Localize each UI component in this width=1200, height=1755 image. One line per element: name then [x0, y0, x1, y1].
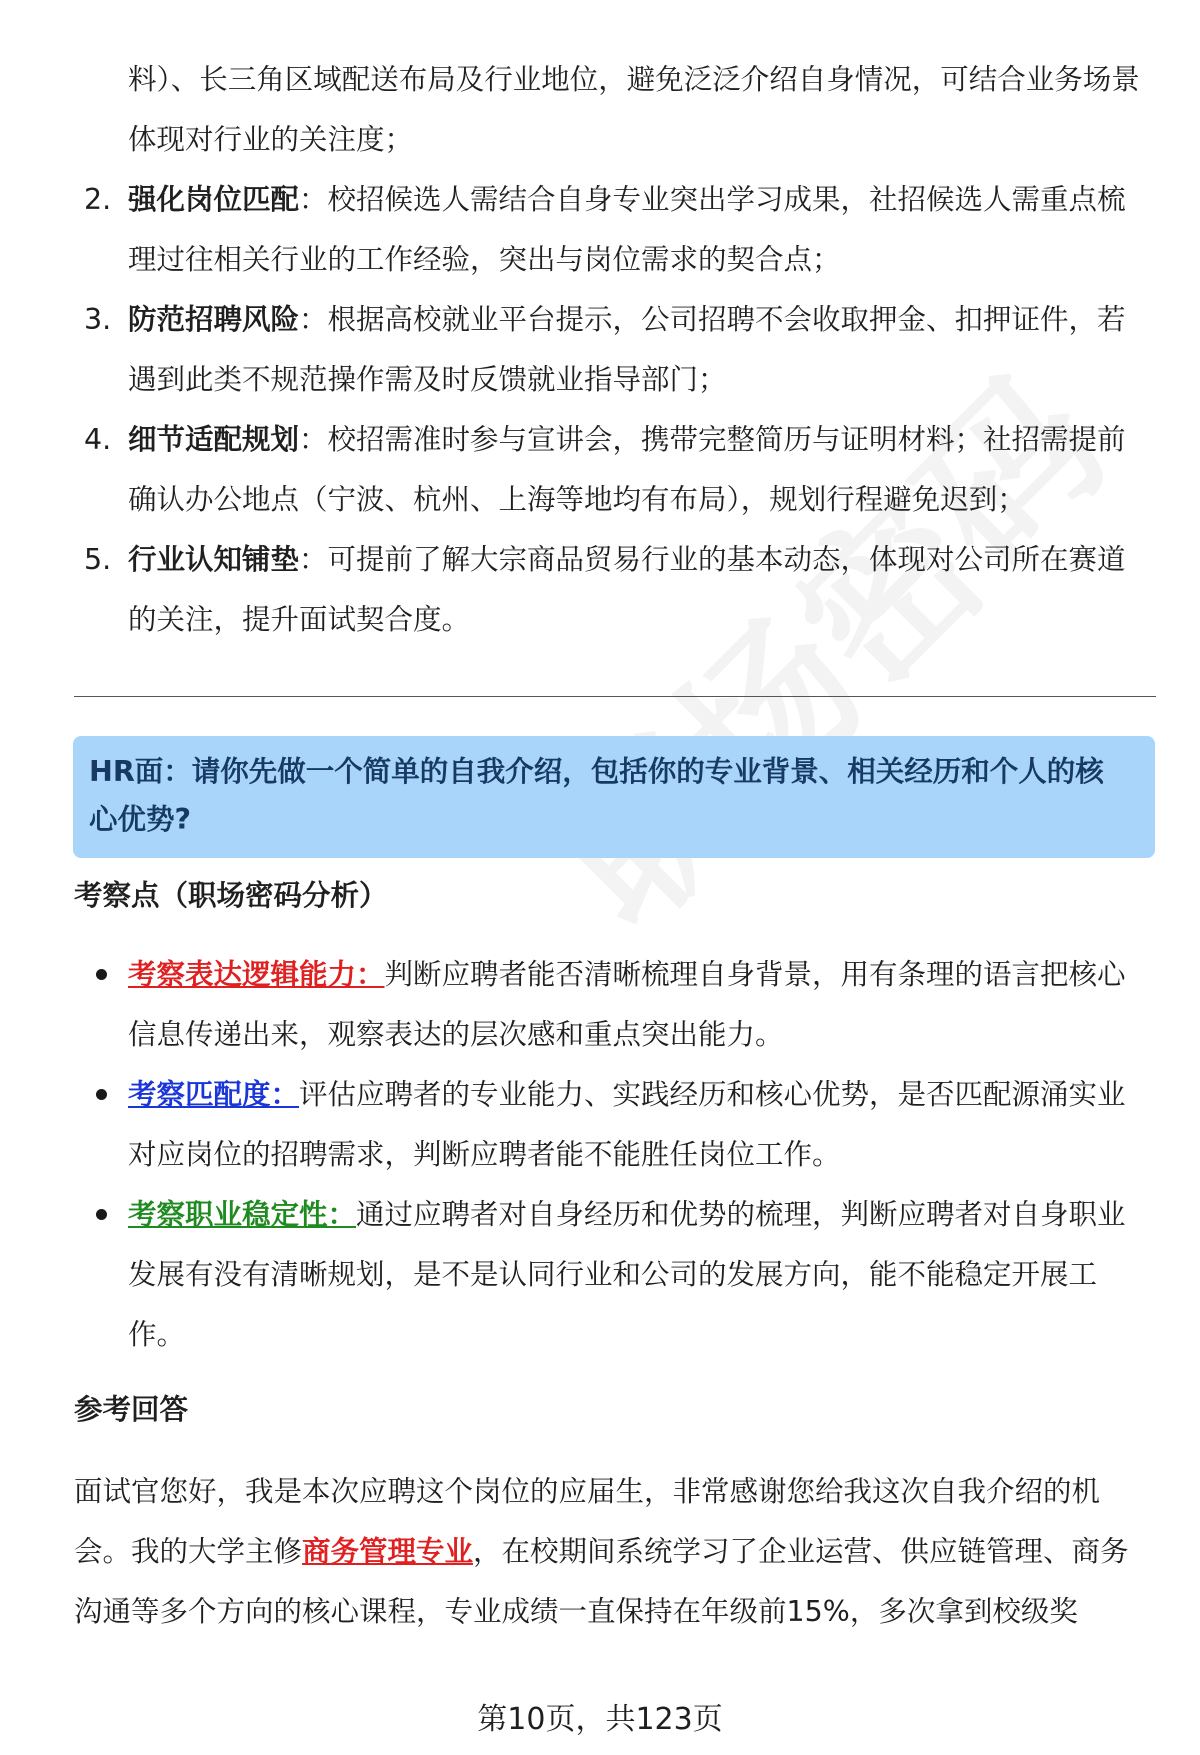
- list-item-text: ：校招需准时参与宣讲会，携带完整简历与证明材料；社招需提前确认办公地点（宁波、杭州、上海等地均有布局），规划行程避免迟到；: [128, 423, 1126, 516]
- list-item-continuation: [128, 50, 1148, 170]
- list-item-body: [128, 530, 1148, 650]
- list-item-body: [128, 290, 1148, 410]
- bullet-dot: [96, 969, 107, 980]
- list-item-text: ：可提前了解大宗商品贸易行业的基本动态，体现对公司所在赛道的关注，提升面试契合度。: [128, 543, 1126, 636]
- bullet-text: 评估应聘者的专业能力、实践经历和核心优势，是否匹配源涌实业对应岗位的招聘需求，判断应聘者能不能胜任岗位工作。: [128, 1078, 1126, 1171]
- bullet-body: [128, 1065, 1148, 1185]
- answer-text-part: ，在校期间系统学习了企业运营、供应链管理、商务沟通等多个方向的核心课程，专业成绩一直保持在年级前15%，多次拿到校级奖: [74, 1535, 1129, 1628]
- list-item-title: 细节适配规划: [128, 423, 300, 456]
- bullet-keyword: 考察表达逻辑能力：: [128, 958, 385, 991]
- list-number: 3.: [84, 303, 112, 336]
- continuation-text: 料）、长三角区域配送布局及行业地位，避免泛泛介绍自身情况，可结合业务场景体现对行业的关注度；: [128, 63, 1140, 156]
- list-item-body: [128, 170, 1148, 290]
- answer-heading: 参考回答: [74, 1393, 189, 1426]
- list-item-text: ：根据高校就业平台提示，公司招聘不会收取押金、扣押证件，若遇到此类不规范操作需及时反馈就业指导部门；: [128, 303, 1126, 396]
- analysis-heading: 考察点（职场密码分析）: [74, 879, 388, 912]
- list-number: 4.: [84, 423, 112, 456]
- question-box: [73, 736, 1155, 858]
- bullet-body: [128, 1185, 1148, 1365]
- list-item-title: 强化岗位匹配: [128, 183, 300, 216]
- bullet-dot: [96, 1209, 107, 1220]
- question-text: HR面：请你先做一个简单的自我介绍，包括你的专业背景、相关经历和个人的核心优势?: [89, 755, 1104, 836]
- bullet-keyword: 考察职业稳定性：: [128, 1198, 357, 1231]
- list-item-text: ：校招候选人需结合自身专业突出学习成果，社招候选人需重点梳理过往相关行业的工作经验，突出与岗位需求的契合点；: [128, 183, 1126, 276]
- answer-highlight: 商务管理专业: [302, 1535, 474, 1568]
- answer-paragraph: [74, 1462, 1156, 1642]
- bullet-text: 通过应聘者对自身经历和优势的梳理，判断应聘者对自身职业发展有没有清晰规划，是不是认同行业和公司的发展方向，能不能稳定开展工作。: [128, 1198, 1126, 1351]
- bullet-keyword: 考察匹配度：: [128, 1078, 300, 1111]
- list-item-body: [128, 410, 1148, 530]
- list-number: 5.: [84, 543, 112, 576]
- list-number: 2.: [84, 183, 112, 216]
- page-number: 第10页，共123页: [477, 1702, 723, 1737]
- bullet-body: [128, 945, 1148, 1065]
- bullet-text: 判断应聘者能否清晰梳理自身背景，用有条理的语言把核心信息传递出来，观察表达的层次感和重点突出能力。: [128, 958, 1126, 1051]
- section-divider: [74, 696, 1156, 697]
- answer-text-part: 面试官您好，我是本次应聘这个岗位的应届生，非常感谢您给我这次自我介绍的机会。我的大学主修: [74, 1475, 1101, 1568]
- list-item-title: 行业认知铺垫: [128, 543, 300, 576]
- list-item-title: 防范招聘风险: [128, 303, 300, 336]
- bullet-dot: [96, 1089, 107, 1100]
